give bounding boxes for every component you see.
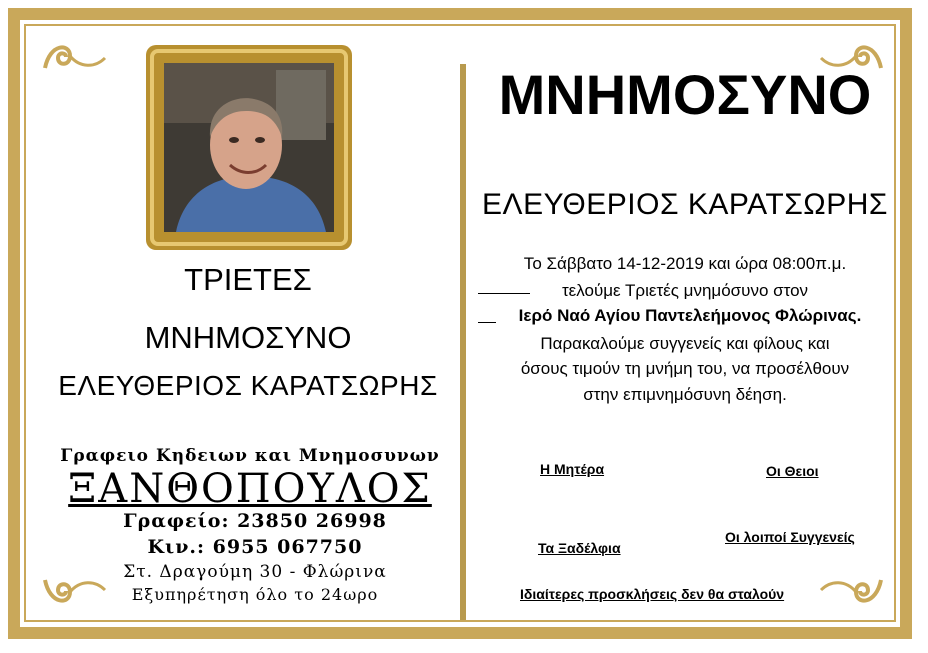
signature-cousins: Τα Ξαδέλφια [538,540,621,556]
no-invitations-notice: Ιδιαίτερες προσκλήσεις δεν θα σταλούν [520,586,785,602]
right-deceased-name: ΕΛΕΥΘΕΡΙΟΣ ΚΑΡΑΤΣΩΡΗΣ [482,188,888,221]
office-address: Στ. Δραγούμη 30 - Φλώρινα [123,562,387,582]
announcement-line4: Παρακαλούμε συγγενείς και φίλους και [540,334,830,353]
mobile-phone: Κιν.: 6955 067750 [147,536,363,558]
left-title-line1: ΤΡΙΕΤΕΣ [184,262,312,297]
left-deceased-name: ΕΛΕΥΘΕΡΙΟΣ ΚΑΡΑΤΣΩΡΗΣ [58,370,438,401]
announcement-line6: στην επιμνημόσυνη δέηση. [583,385,787,404]
announcement-line3: Ιερό Ναό Αγίου Παντελεήμονος Φλώρινας. [518,306,862,325]
office-hours: Εξυπηρέτηση όλο το 24ωρο [131,585,379,604]
office-phone: Γραφείο: 23850 26998 [123,510,387,532]
office-title: Γραφειο Κηδειων και Μνημοσυνων [60,446,440,466]
ornament-scroll-icon [816,570,886,610]
announcement-line1: Το Σάββατο 14-12-2019 και ώρα 08:00π.μ. [523,254,847,273]
announcement-line5: όσους τιμούν τη μνήμη του, να προσέλθουν [520,359,850,378]
ornament-scroll-icon [40,38,110,78]
signature-uncles: Οι Θειοι [766,463,819,479]
signature-relatives: Οι λοιποί Συγγενείς [725,529,855,545]
announcement-line2: τελούμε Τριετές μνημόσυνο στον [561,281,809,300]
left-title-line2: ΜΝΗΜΟΣΥΝΟ [144,320,352,355]
brand-name: ΞΑΝΘΟΠΟΥΛΟΣ [68,466,432,512]
right-title: ΜΝΗΜΟΣΥΝΟ [498,63,872,126]
portrait-photo [146,45,352,250]
signature-mother: Η Μητέρα [540,461,605,477]
center-divider [460,64,466,620]
